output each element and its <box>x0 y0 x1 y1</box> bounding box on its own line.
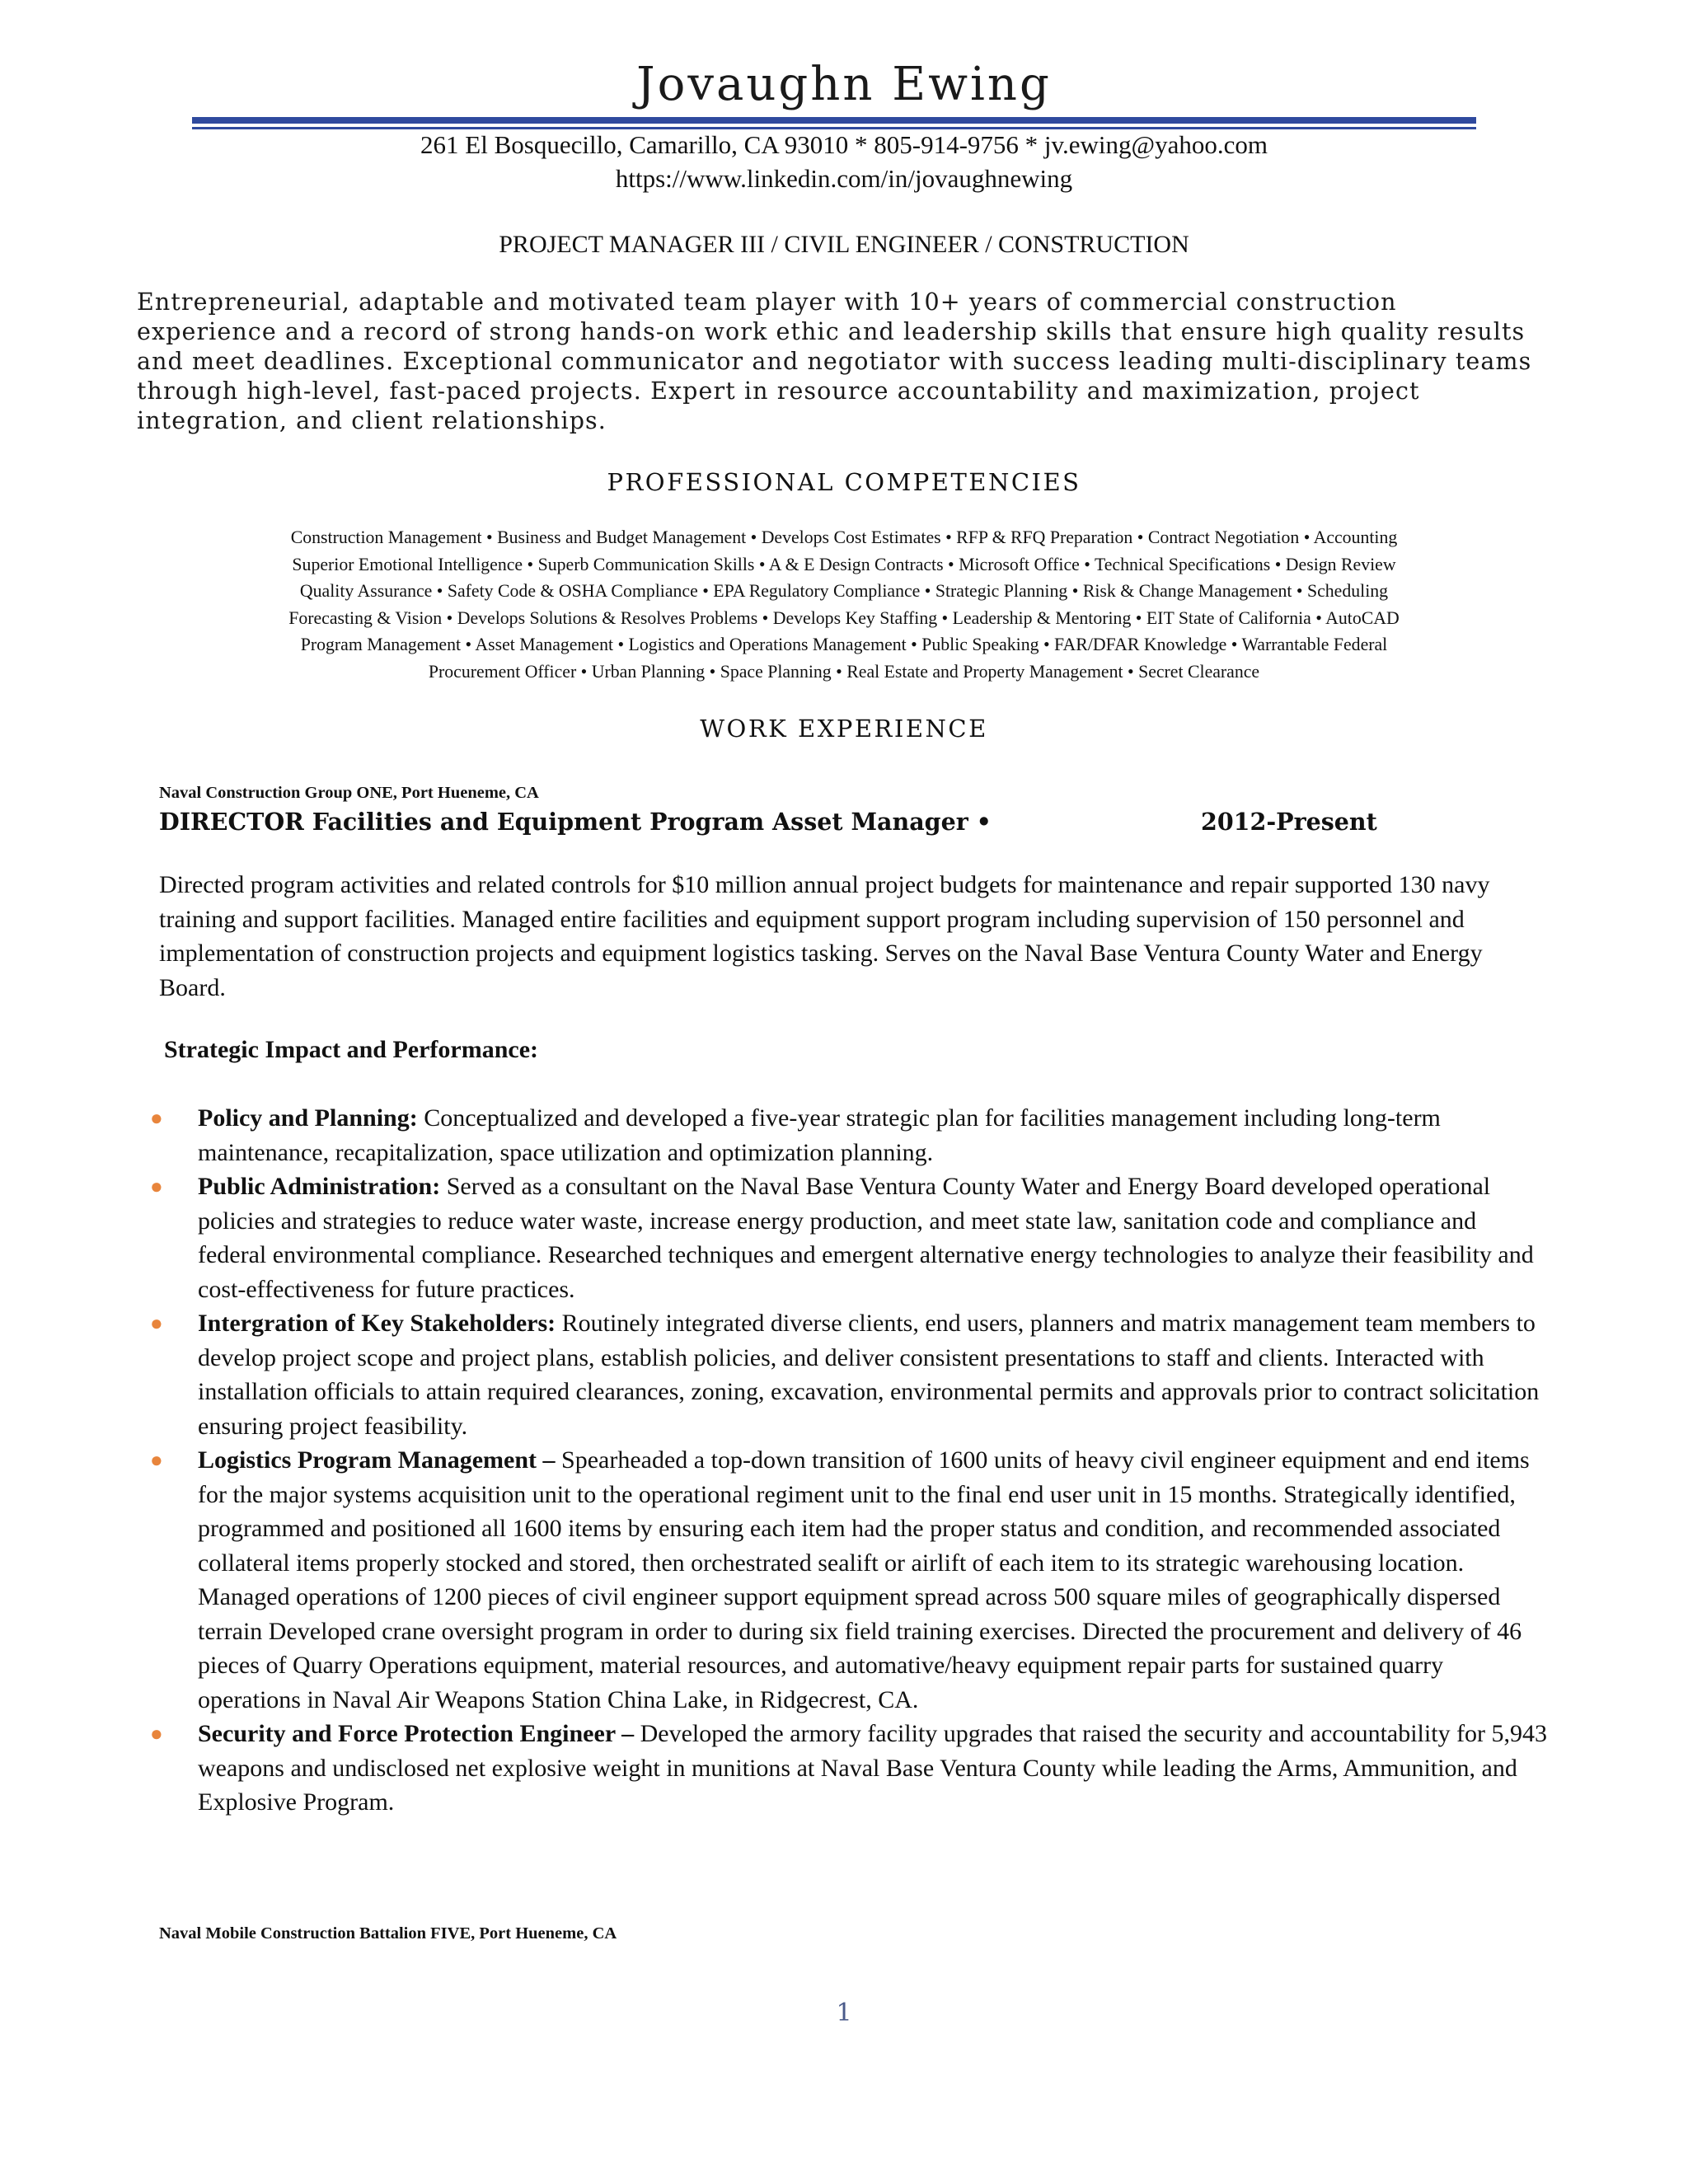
job-dates: 2012-Present <box>1201 808 1377 836</box>
bullet-icon: ● <box>150 1722 163 1746</box>
competencies-heading: PROFESSIONAL COMPETENCIES <box>607 468 1081 496</box>
competency-line: Quality Assurance • Safety Code & OSHA Compliance • EPA Regulatory Compliance • Strategic Planning • Risk & Change Management • Scheduling <box>299 581 1389 601</box>
work-experience-heading: WORK EXPERIENCE <box>700 715 988 743</box>
bullet-icon: ● <box>150 1174 163 1198</box>
job-description: Directed program activities and related controls for $10 million annual project budgets for maintenance and repair supported 130 navy training and support facilities. Managed entire facilities and equipment support program including supervision of 150 personnel and implementation of construction projects and equipment logistics tasking. Serves on the Naval Base Ventura County Water and Energy Board. <box>159 871 1490 1001</box>
competencies-list <box>124 524 1564 685</box>
impact-subheading: Strategic Impact and Performance: <box>164 1036 539 1063</box>
competency-line: Construction Management • Business and Budget Management • Develops Cost Estimates • RFP & RFQ Preparation • Contract Negotiation • Accounting <box>290 527 1398 547</box>
competency-line: Superior Emotional Intelligence • Superb Communication Skills • A & E Design Contracts • Microsoft Office • Technical Specifications • Design Review <box>292 554 1396 574</box>
header-rule-thin <box>192 127 1476 129</box>
bullet-text: Developed the armory facility upgrades that raised the security and accountability for 5,943 weapons and undisclosed net explosive weight in munitions at Naval Base Ventura County while leading the Arms, Ammunition, and Explosive Program. <box>198 1720 1548 1816</box>
employer-name: Naval Mobile Construction Battalion FIVE, Port Hueneme, CA <box>159 1924 617 1943</box>
list-item <box>150 1443 1550 1717</box>
bullet-icon: ● <box>150 1311 163 1335</box>
bullet-icon: ● <box>150 1106 163 1130</box>
header-rule-thick <box>192 117 1476 124</box>
bullet-label: Policy and Planning: <box>198 1104 418 1132</box>
competency-line: Procurement Officer • Urban Planning • Space Planning • Real Estate and Property Management • Secret Clearance <box>428 661 1260 682</box>
list-item <box>150 1101 1550 1169</box>
bullet-text: Routinely integrated diverse clients, end users, planners and matrix management team members to develop project scope and project plans, establish policies, and deliver consistent presentations to staff and clients. Interacted with installation officials to attain required clearances, zoning, excavation, environmental permits and approvals prior to contract solicitation ensuring project feasibility. <box>198 1310 1540 1440</box>
achievement-list <box>150 1101 1550 1820</box>
list-item <box>150 1169 1550 1306</box>
bullet-label: Intergration of Key Stakeholders: <box>198 1310 556 1337</box>
bullet-text: Conceptualized and developed a five-year strategic plan for facilities management including long-term maintenance, recapitalization, space utilization and optimization planning. <box>198 1104 1441 1166</box>
list-item <box>150 1306 1550 1443</box>
bullet-label: Security and Force Protection Engineer – <box>198 1720 635 1747</box>
candidate-name: Jovaughn Ewing <box>636 58 1052 111</box>
competency-line: Program Management • Asset Management • Logistics and Operations Management • Public Speaking • FAR/DFAR Knowledge • Warrantable Federal <box>300 635 1388 654</box>
list-item <box>150 1717 1550 1820</box>
professional-headline: PROJECT MANAGER III / CIVIL ENGINEER / CONSTRUCTION <box>499 231 1189 258</box>
bullet-text: Served as a consultant on the Naval Base Ventura County Water and Energy Board developed operational policies and strategies to reduce water waste, increase energy production, and meet state law, sanitation code and compliance and federal environmental compliance. Researched techniques and emergent alternative energy technologies to analyze their feasibility and cost-effectiveness for future practices. <box>198 1173 1534 1303</box>
employer-name: Naval Construction Group ONE, Port Hueneme, CA <box>159 784 539 802</box>
bullet-icon: ● <box>150 1448 163 1472</box>
linkedin-url: https://www.linkedin.com/in/jovaughnewing <box>615 164 1073 193</box>
page-number: 1 <box>836 1999 852 2027</box>
bullet-text: Spearheaded a top-down transition of 1600 units of heavy civil engineer equipment and end items for the major systems acquisition unit to the operational regiment unit to the final end user unit in 15 months. Strategically identified, programmed and positioned all 1600 items by ensuring each item had the proper status and condition, and recommended associated collateral items properly stocked and stored, then orchestrated sealift or airlift of each item to its strategic warehousing location. Managed operations of 1200 pieces of civil engineer support equipment spread across 500 square miles of geographically dispersed terrain Developed crane oversight program in order to during six field training exercises. Directed the procurement and delivery of 46 pieces of Quarry Operations equipment, material resources, and automative/heavy equipment repair parts for sustained quarry operations in Naval Air Weapons Station China Lake, in Ridgecrest, CA. <box>198 1446 1530 1713</box>
summary-paragraph: Entrepreneurial, adaptable and motivated team player with 10+ years of commercial construction experience and a record of strong hands-on work ethic and leadership skills that ensure high quality results and meet deadlines. Exceptional communicator and negotiator with success leading multi-disciplinary teams through high-level, fast-paced projects. Expert in resource accountability and maximization, project integration, and client relationships. <box>137 288 1532 434</box>
job-title: DIRECTOR Facilities and Equipment Program Asset Manager • <box>159 808 992 836</box>
competency-line: Forecasting & Vision • Develops Solutions & Resolves Problems • Develops Key Staffing • Leadership & Mentoring • EIT State of California • AutoCAD <box>288 607 1400 628</box>
bullet-label: Public Administration: <box>198 1173 441 1200</box>
bullet-label: Logistics Program Management – <box>198 1446 556 1474</box>
contact-line: 261 El Bosquecillo, Camarillo, CA 93010 * 805-914-9756 * jv.ewing@yahoo.com <box>420 130 1268 159</box>
